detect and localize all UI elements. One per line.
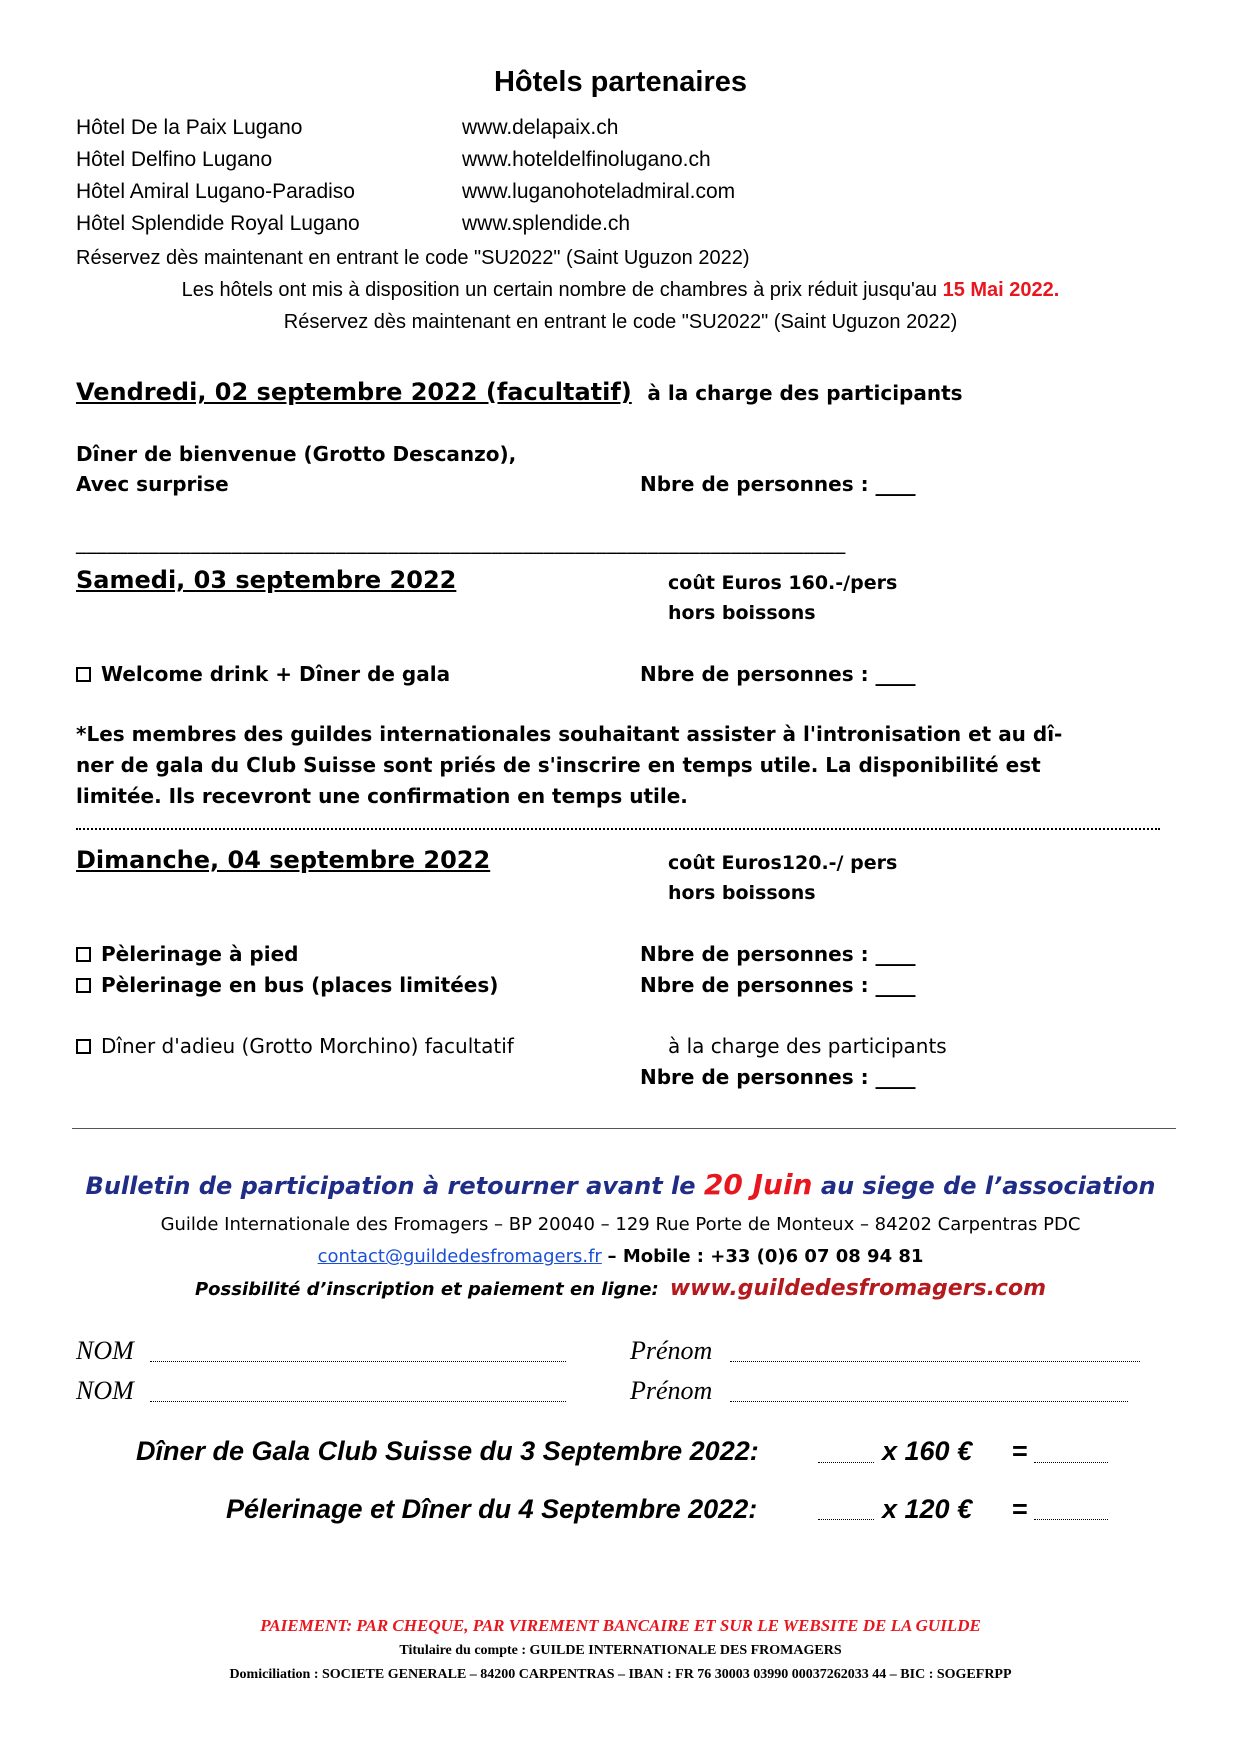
sunday-walk-persons-field[interactable]: Nbre de personnes : ____ xyxy=(640,942,916,966)
online-line xyxy=(0,1276,1241,1301)
notice-line-2: ner de gala du Club Suisse sont priés de s'inscrire en temps utile. La disponibilité est xyxy=(76,753,1041,777)
friday-section xyxy=(76,378,963,406)
saturday-persons-field[interactable]: Nbre de personnes : ____ xyxy=(640,662,916,686)
nom-field-2[interactable] xyxy=(150,1401,566,1402)
contact-mobile: – Mobile : +33 (0)6 07 08 94 81 xyxy=(607,1246,924,1267)
gala-quantity-field[interactable] xyxy=(818,1462,874,1463)
bulletin-text-after: au siege de l’association xyxy=(820,1172,1156,1200)
nom-field-1[interactable] xyxy=(150,1361,566,1362)
friday-persons-field[interactable]: Nbre de personnes : ____ xyxy=(640,472,916,496)
saturday-cost: coût Euros 160.-/pers xyxy=(668,572,898,594)
solid-divider xyxy=(72,1128,1176,1129)
gala-label: Dîner de Gala Club Suisse du 3 Septembre 2022: xyxy=(136,1436,759,1466)
hotel-name-4: Hôtel Splendide Royal Lugano xyxy=(76,212,360,235)
rooms-availability-line xyxy=(0,279,1241,302)
friday-dinner-line1: Dîner de bienvenue (Grotto Descanzo), xyxy=(76,442,517,466)
bulletin-text-before: Bulletin de participation à retourner avant le xyxy=(85,1172,696,1200)
sunday-heading: Dimanche, 04 septembre 2022 xyxy=(76,846,491,874)
checkbox-icon[interactable] xyxy=(76,1039,91,1054)
gala-price: x 160 € xyxy=(882,1436,973,1466)
prenom-label-1: Prénom xyxy=(630,1336,713,1365)
contact-line xyxy=(0,1246,1241,1267)
pelerinage-price: x 120 € xyxy=(882,1494,973,1524)
prenom-field-2[interactable] xyxy=(730,1401,1128,1402)
section-separator: __________________________________________________________________________ xyxy=(76,530,846,554)
hotel-name-1: Hôtel De la Paix Lugano xyxy=(76,116,303,139)
gala-total-field[interactable] xyxy=(1034,1462,1108,1463)
sunday-walk-option xyxy=(76,942,298,966)
booking-code-line: Réservez dès maintenant en entrant le code "SU2022" (Saint Uguzon 2022) xyxy=(76,247,750,269)
sunday-farewell-option xyxy=(76,1034,514,1058)
friday-heading: Vendredi, 02 septembre 2022 (facultatif) xyxy=(76,378,632,406)
pelerinage-total-field[interactable] xyxy=(1034,1519,1108,1520)
friday-note: à la charge des participants xyxy=(647,381,963,405)
sunday-farewell-persons-field[interactable]: Nbre de personnes : ____ xyxy=(640,1065,916,1089)
hotel-url-3[interactable]: www.luganohoteladmiral.com xyxy=(462,180,736,203)
sunday-cost: coût Euros120.-/ pers xyxy=(668,852,898,874)
contact-email-link[interactable]: contact@guildedesfromagers.fr xyxy=(317,1246,602,1267)
hotel-url-2[interactable]: www.hoteldelfinolugano.ch xyxy=(462,148,711,171)
pelerinage-quantity-field[interactable] xyxy=(818,1519,874,1520)
sunday-bus-option xyxy=(76,973,498,997)
saturday-gala-option xyxy=(76,662,450,686)
nom-label-2: NOM xyxy=(76,1376,134,1405)
website-link[interactable]: www.guildedesfromagers.com xyxy=(669,1276,1047,1301)
page-title: Hôtels partenaires xyxy=(493,66,748,98)
bank-domiciliation: Domiciliation : SOCIETE GENERALE – 84200 CARPENTRAS – IBAN : FR 76 30003 03990 00037262033 44 – BIC : SOGEFRPP xyxy=(229,1667,1012,1682)
sunday-farewell-label: Dîner d'adieu (Grotto Morchino) facultatif xyxy=(101,1034,514,1058)
sunday-bus-label: Pèlerinage en bus (places limitées) xyxy=(101,973,499,997)
checkbox-icon[interactable] xyxy=(76,978,91,993)
notice-line-1: *Les membres des guildes internationales souhaitant assister à l'intronisation et au dî- xyxy=(76,722,1063,746)
notice-line-3: limitée. Ils recevront une confirmation en temps utile. xyxy=(76,784,688,808)
checkbox-icon[interactable] xyxy=(76,667,91,682)
booking-code-line-2: Réservez dès maintenant en entrant le code "SU2022" (Saint Uguzon 2022) xyxy=(283,311,958,333)
hotel-name-2: Hôtel Delfino Lugano xyxy=(76,148,273,171)
friday-dinner-line2: Avec surprise xyxy=(76,472,229,496)
prenom-label-2: Prénom xyxy=(630,1376,713,1405)
sunday-bus-persons-field[interactable]: Nbre de personnes : ____ xyxy=(640,973,916,997)
pelerinage-label: Pélerinage et Dîner du 4 Septembre 2022: xyxy=(226,1494,758,1524)
saturday-gala-label: Welcome drink + Dîner de gala xyxy=(101,662,451,686)
gala-equals: = xyxy=(1012,1436,1028,1466)
bulletin-deadline: 20 Juin xyxy=(703,1168,813,1201)
nom-label-1: NOM xyxy=(76,1336,134,1365)
guild-address: Guilde Internationale des Fromagers – BP 20040 – 129 Rue Porte de Monteux – 84202 Carpentras PDC xyxy=(160,1214,1081,1235)
online-label: Possibilité d’inscription et paiement en ligne: xyxy=(194,1279,659,1300)
rooms-text: Les hôtels ont mis à disposition un certain nombre de chambres à prix réduit jusqu'au xyxy=(181,279,938,301)
sunday-farewell-note: à la charge des participants xyxy=(668,1034,947,1058)
bulletin-title xyxy=(0,1168,1241,1201)
saturday-heading: Samedi, 03 septembre 2022 xyxy=(76,566,457,594)
pelerinage-equals: = xyxy=(1012,1494,1028,1524)
rooms-deadline: 15 Mai 2022. xyxy=(942,279,1060,301)
account-holder: Titulaire du compte : GUILDE INTERNATIONALE DES FROMAGERS xyxy=(399,1643,842,1658)
hotel-url-4[interactable]: www.splendide.ch xyxy=(462,212,631,235)
hotel-name-3: Hôtel Amiral Lugano-Paradiso xyxy=(76,180,355,203)
payment-title: PAIEMENT: PAR CHEQUE, PAR VIREMENT BANCAIRE ET SUR LE WEBSITE DE LA GUILDE xyxy=(260,1616,981,1635)
sunday-drinks-note: hors boissons xyxy=(668,882,816,904)
hotel-url-1[interactable]: www.delapaix.ch xyxy=(462,116,619,139)
prenom-field-1[interactable] xyxy=(730,1361,1140,1362)
checkbox-icon[interactable] xyxy=(76,947,91,962)
sunday-walk-label: Pèlerinage à pied xyxy=(101,942,299,966)
saturday-drinks-note: hors boissons xyxy=(668,602,816,624)
dotted-divider xyxy=(76,828,1160,830)
